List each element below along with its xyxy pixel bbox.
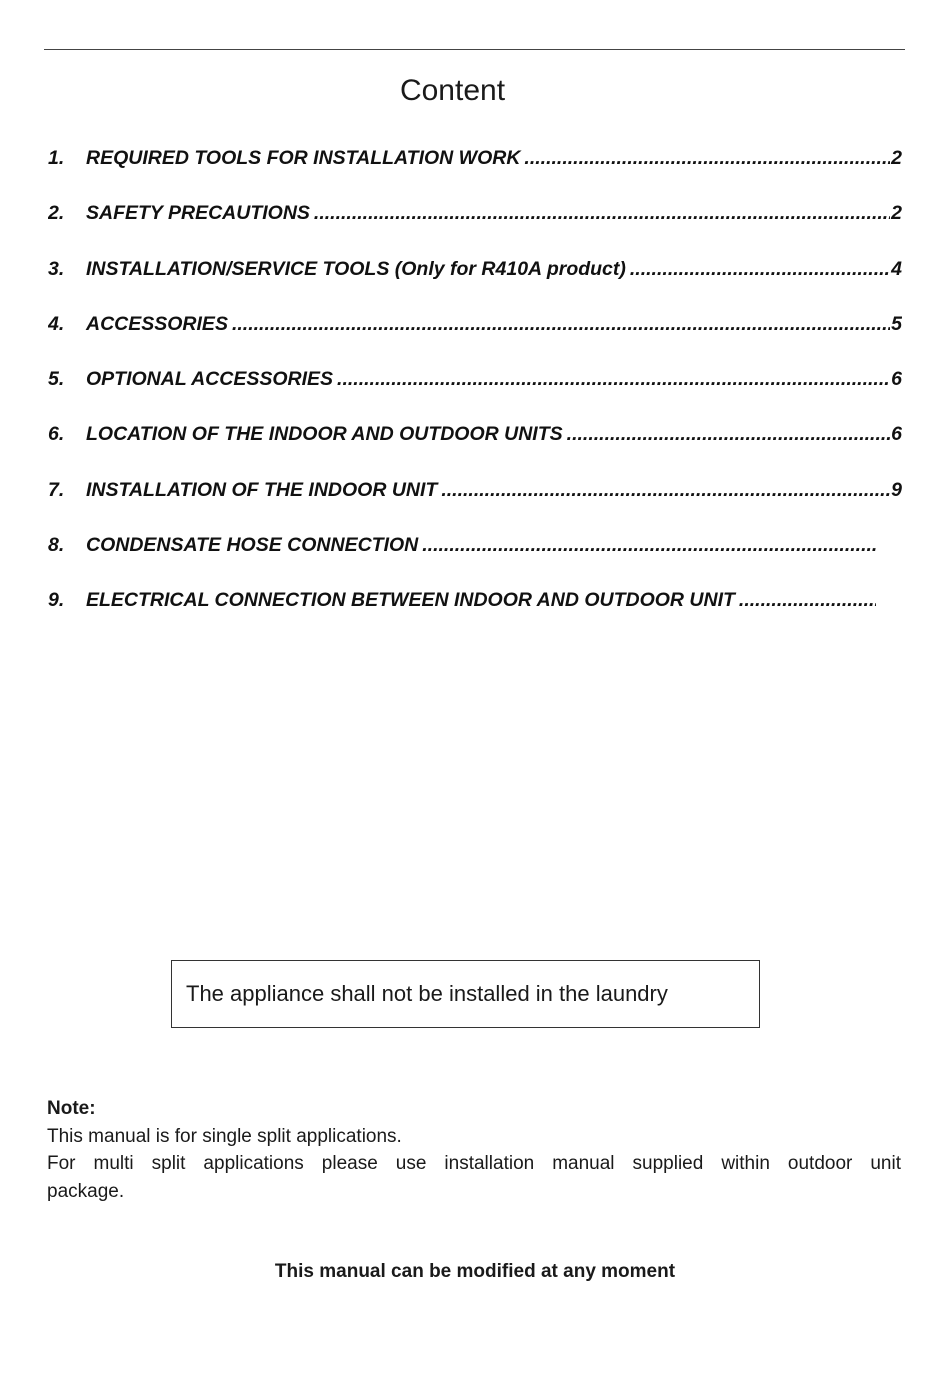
- toc-entry-1[interactable]: [48, 147, 902, 202]
- toc-number: 1.: [48, 147, 65, 169]
- table-of-contents: [48, 147, 902, 645]
- top-divider: [44, 49, 905, 50]
- toc-number: 3.: [48, 257, 65, 280]
- toc-label: INSTALLATION OF THE INDOOR UNIT: [86, 478, 438, 501]
- toc-number: 9.: [48, 589, 65, 612]
- toc-page-number: 2: [891, 202, 902, 225]
- toc-dot-leader: [441, 479, 890, 502]
- toc-page-number: 6: [891, 368, 902, 391]
- toc-label: ELECTRICAL CONNECTION BETWEEN INDOOR AND OUTDOOR UNIT: [86, 589, 735, 612]
- toc-label: INSTALLATION/SERVICE TOOLS (Only for R410A product): [86, 257, 626, 280]
- note-line: This manual is for single split applications.: [47, 1125, 402, 1147]
- toc-number: 4.: [48, 312, 65, 335]
- toc-dot-leader: [567, 423, 890, 446]
- toc-number: 6.: [48, 423, 65, 446]
- toc-entry-3[interactable]: [48, 258, 902, 313]
- toc-page-number: 5: [891, 312, 902, 335]
- toc-dot-leader: [739, 589, 876, 612]
- note-line: package.: [47, 1180, 125, 1202]
- toc-page-number: 6: [891, 423, 902, 446]
- toc-number: 5.: [48, 368, 65, 391]
- toc-dot-leader: [422, 534, 876, 557]
- page-title: Content: [399, 74, 506, 107]
- toc-dot-leader: [337, 368, 890, 391]
- toc-label: ACCESSORIES: [86, 312, 228, 335]
- toc-number: 8.: [48, 534, 65, 557]
- footer-disclaimer: This manual can be modified at any moment: [274, 1261, 676, 1282]
- laundry-warning-text: The appliance shall not be installed in the laundry: [186, 981, 668, 1006]
- toc-entry-7[interactable]: [48, 479, 902, 534]
- toc-label: OPTIONAL ACCESSORIES: [86, 368, 334, 391]
- toc-dot-leader: [524, 147, 890, 170]
- toc-dot-leader: [630, 258, 890, 281]
- toc-label: REQUIRED TOOLS FOR INSTALLATION WORK: [86, 147, 521, 169]
- note-title: Note:: [47, 1098, 96, 1119]
- toc-entry-2[interactable]: [48, 202, 902, 257]
- toc-dot-leader: [314, 202, 890, 225]
- laundry-warning-box: [171, 960, 760, 1028]
- toc-page-number: 9: [891, 478, 902, 501]
- toc-number: 7.: [48, 478, 65, 501]
- toc-label: SAFETY PRECAUTIONS: [86, 202, 310, 225]
- toc-label: LOCATION OF THE INDOOR AND OUTDOOR UNITS: [86, 423, 563, 446]
- note-line: For multi split applications please use installation manual supplied within outdoor unit: [47, 1153, 901, 1174]
- toc-entry-9[interactable]: [48, 589, 877, 644]
- toc-entry-5[interactable]: [48, 368, 902, 423]
- toc-label: CONDENSATE HOSE CONNECTION: [86, 534, 419, 557]
- toc-number: 2.: [48, 202, 65, 225]
- toc-entry-6[interactable]: [48, 423, 902, 478]
- toc-entry-4[interactable]: [48, 313, 902, 368]
- toc-dot-leader: [232, 313, 890, 336]
- toc-page-number: 2: [891, 147, 902, 169]
- toc-page-number: 4: [891, 257, 902, 280]
- note-section: [47, 1095, 901, 1205]
- toc-entry-8[interactable]: [48, 534, 877, 589]
